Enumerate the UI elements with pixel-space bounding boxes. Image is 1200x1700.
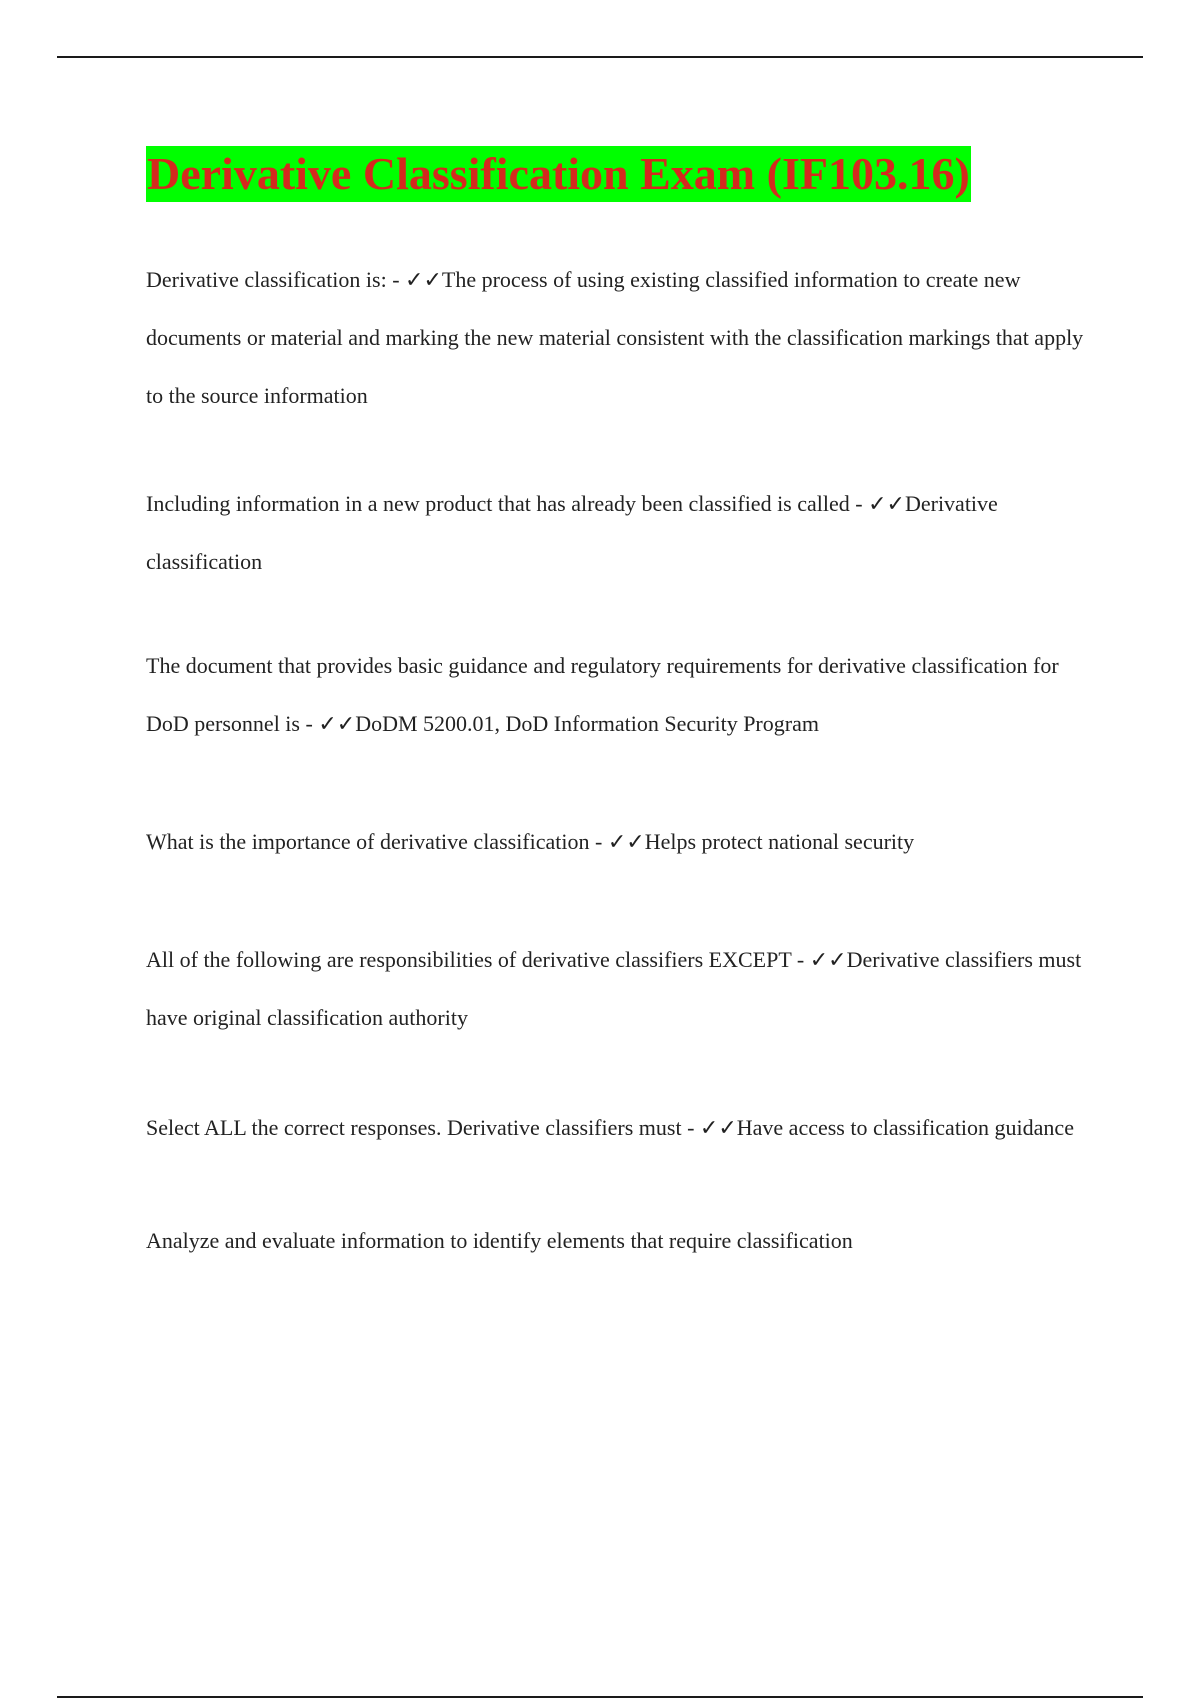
qa-list (146, 251, 1096, 1270)
answer-text: The process of using existing classified information to create new documents or material and marking the new material consistent with the classification markings that apply to the source information (146, 267, 1084, 408)
separator: - (855, 491, 863, 516)
top-rule (57, 56, 1143, 58)
qa-item-5 (146, 931, 1096, 1047)
answer-text: Have access to classification guidance (736, 1115, 1074, 1140)
separator: - (796, 947, 805, 972)
question-text: Select ALL the correct responses. Derivative classifiers must (146, 1115, 682, 1140)
check-mark-icon: ✓✓ (868, 491, 905, 516)
answer-text: Helps protect national security (644, 829, 915, 854)
qa-item-6 (146, 1099, 1096, 1157)
check-mark-icon: ✓✓ (318, 711, 356, 736)
bottom-rule (57, 1696, 1143, 1698)
question-text: What is the importance of derivative classification (146, 829, 590, 854)
check-mark-icon: ✓✓ (405, 267, 442, 292)
check-mark-icon: ✓✓ (699, 1115, 737, 1140)
separator: - (595, 829, 603, 854)
separator: - (305, 711, 313, 736)
qa-item-2 (146, 475, 1096, 591)
check-mark-icon: ✓✓ (607, 829, 645, 854)
qa-item-1 (146, 251, 1096, 425)
qa-item-4 (146, 813, 1096, 871)
trailing-paragraph: Analyze and evaluate information to identify elements that require classification (146, 1228, 853, 1253)
answer-text: Derivative classification (146, 491, 998, 574)
answer-text: DoDM 5200.01, DoD Information Security Program (355, 711, 819, 736)
question-text: The document that provides basic guidance and regulatory requirements for derivative classification for DoD personnel is (146, 653, 1059, 736)
question-text: Including information in a new product that has already been classified is called (146, 491, 850, 516)
qa-item-3 (146, 637, 1096, 753)
answer-text: Derivative classifiers must have original classification authority (146, 947, 1082, 1030)
page-title: Derivative Classification Exam (IF103.16) (146, 146, 971, 202)
question-text: All of the following are responsibilities of derivative classifiers EXCEPT (146, 947, 792, 972)
check-mark-icon: ✓✓ (809, 947, 847, 972)
separator: - (687, 1115, 695, 1140)
separator: - (392, 267, 400, 292)
question-text: Derivative classification is: (146, 267, 387, 292)
